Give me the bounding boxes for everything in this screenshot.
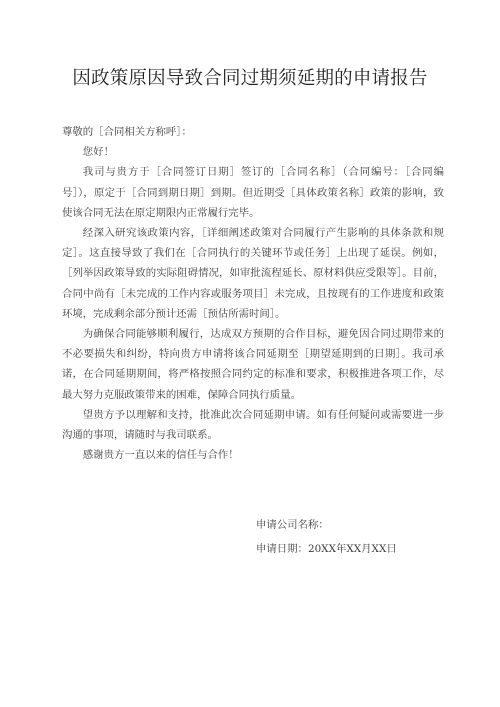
application-date: 申请日期：20XX年XX月XX日 [256, 543, 397, 555]
document-title: 因政策原因导致合同过期须延期的申请报告 [72, 68, 428, 89]
paragraph-4: 望贵方予以理解和支持，批准此次合同延期申请。如有任何疑问或需要进一步沟通的事项，请随时与我司联系。 [62, 408, 444, 442]
company-name-label: 申请公司名称： [256, 519, 329, 531]
paragraph-1: 我司与贵方于［合同签订日期］签订的［合同名称］（合同编号：［合同编号］），原定于［合同到期日期］到期。但近期受［具体政策名称］政策的影响，致使该合同无法在原定期限内正常履行完毕。 [62, 166, 444, 219]
paragraph-2: 经深入研究该政策内容，［详细阐述政策对合同履行产生影响的具体条款和规定］。这直接导致了我们在［合同执行的关键环节或任务］上出现了延误。例如，［列举因政策导致的实际阻碍情况，如审批流程延长、原材料供应受限等］。目前，合同中尚有［未完成的工作内容或服务项目］未完成，且按现有的工作进度和政策环境，完成剩余部分预计还需［预估所需时间］。 [62, 227, 444, 320]
signature-block [256, 513, 456, 561]
document-body [62, 122, 444, 465]
greeting: 您好！ [82, 146, 114, 159]
salutation: 尊敬的［合同相关方称呼］： [62, 126, 192, 138]
paragraph-5: 感谢贵方一直以来的信任与合作！ [82, 449, 239, 462]
paragraph-3: 为确保合同能够顺利履行，达成双方预期的合作目标，避免因合同过期带来的不必要损失和纠纷，特向贵方申请将该合同延期至［期望延期到的日期］。我司承诺，在合同延期期间，将严格按照合同约定的标准和要求，积极推进各项工作，尽最大努力克服政策带来的困难，保障合同执行质量。 [62, 328, 444, 401]
